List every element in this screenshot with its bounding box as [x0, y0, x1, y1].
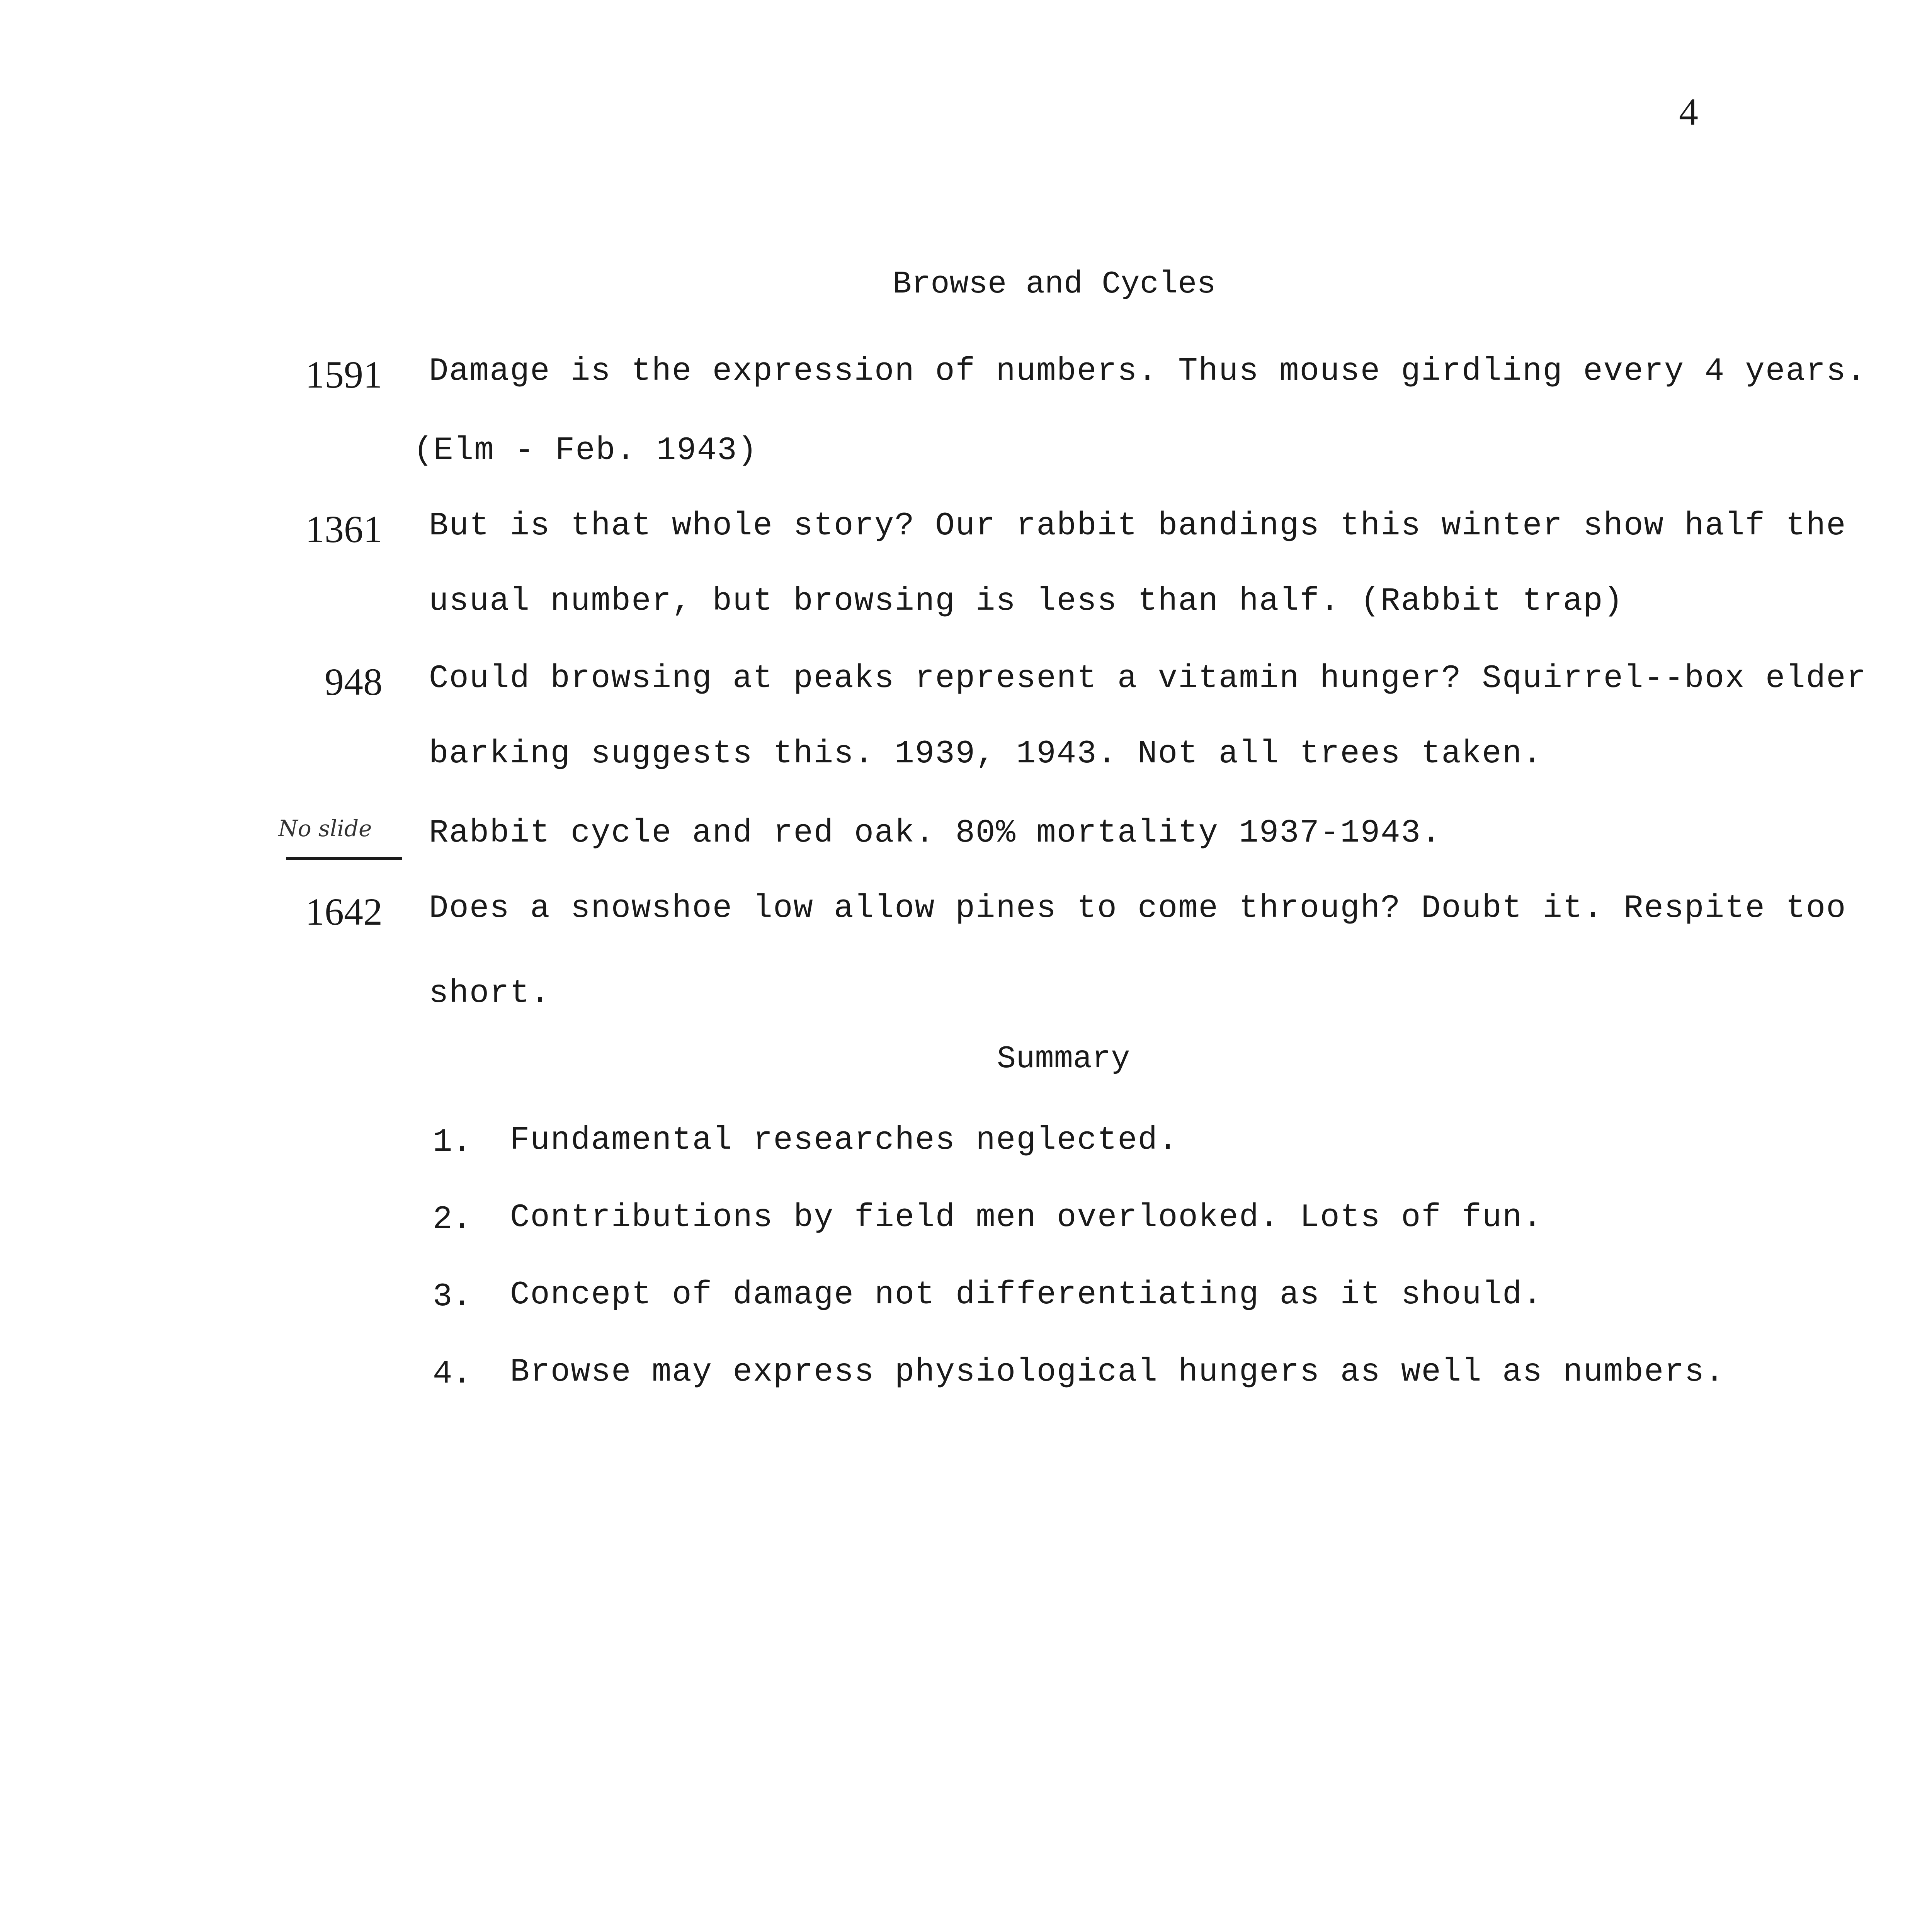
entry-text-line: (Elm - Feb. 1943): [413, 432, 758, 469]
summary-item-text: Fundamental researches neglected.: [510, 1122, 1179, 1159]
entry-number-948: 948: [325, 660, 383, 703]
entry-text-line: usual number, but browsing is less than half. (Rabbit trap): [429, 583, 1624, 620]
summary-item-number: 1.: [433, 1124, 472, 1161]
summary-item-number: 2.: [433, 1201, 472, 1238]
entry-text-line: short.: [429, 975, 551, 1012]
summary-item-text: Contributions by field men overlooked. Lots of fun.: [510, 1199, 1543, 1236]
summary-item-text: Concept of damage not differentiating as it should.: [510, 1277, 1543, 1313]
entry-number-1591: 1591: [305, 353, 383, 396]
entry-text-line: Damage is the expression of numbers. Thus mouse girdling every 4 years.: [429, 353, 1867, 390]
handwritten-margin-note: No slide: [278, 815, 372, 842]
entry-number-1361: 1361: [305, 508, 383, 551]
section-heading: Browse and Cycles: [893, 266, 1216, 302]
page-number: 4: [1679, 90, 1698, 133]
entry-text-line: Could browsing at peaks represent a vitamin hunger? Squirrel--box elder: [429, 660, 1867, 697]
entry-text-line: Does a snowshoe low allow pines to come through? Doubt it. Respite too: [429, 890, 1847, 927]
summary-item-number: 4.: [433, 1356, 472, 1393]
entry-text-line: barking suggests this. 1939, 1943. Not all trees taken.: [429, 736, 1543, 772]
summary-item-number: 3.: [433, 1279, 472, 1315]
entry-text-line: But is that whole story? Our rabbit bandings this winter show half the: [429, 508, 1847, 544]
margin-note-underline: [286, 857, 402, 860]
entry-number-1642: 1642: [305, 890, 383, 933]
summary-heading: Summary: [997, 1041, 1130, 1077]
entry-text-line: Rabbit cycle and red oak. 80% mortality 1937-1943.: [429, 815, 1442, 852]
summary-item-text: Browse may express physiological hungers as well as numbers.: [510, 1354, 1725, 1391]
